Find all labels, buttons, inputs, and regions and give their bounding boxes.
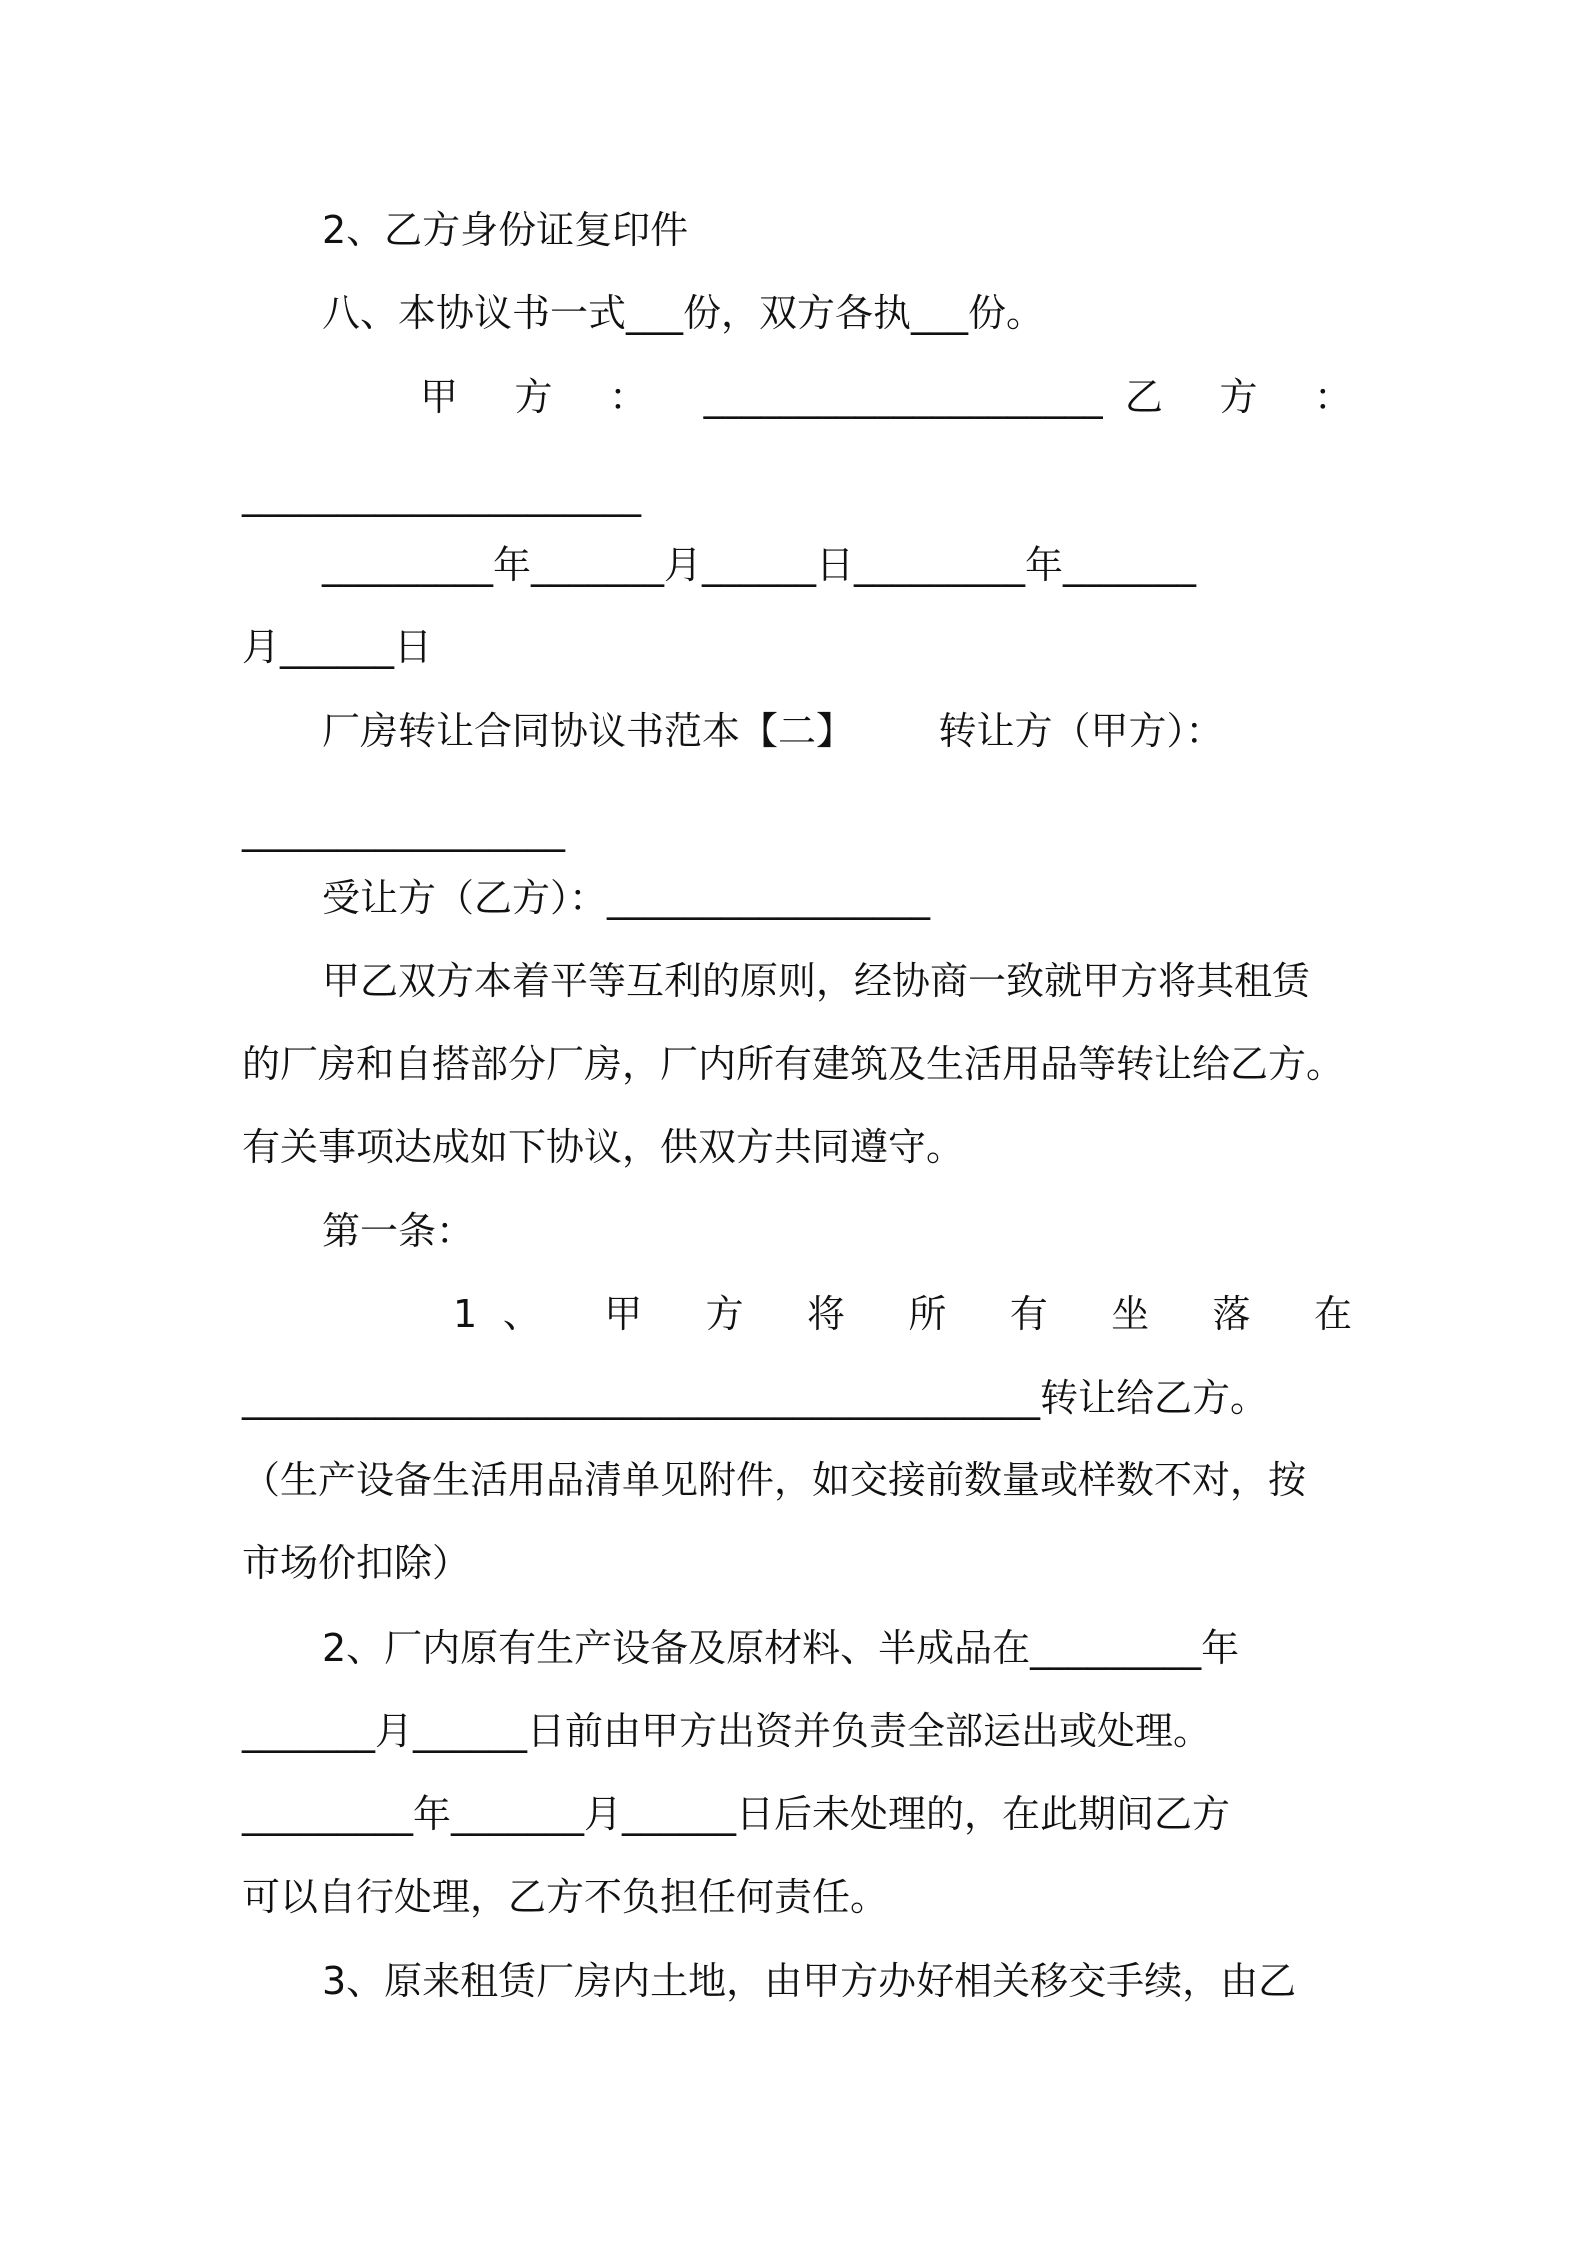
text-line-market-price: 市场价扣除） [242, 1541, 471, 1585]
text-line-item-2-date: _______月______日前由甲方出资并负责全部运出或处理。 [242, 1709, 1212, 1753]
text-line-transferee: 受让方（乙方）：_________________ [322, 876, 931, 920]
text-line-item-2-after: _________年_______月______日后未处理的，在此期间乙方 [242, 1792, 1231, 1836]
text-line-item-3: 3、原来租赁厂房内土地，由甲方办好相关移交手续，由乙 [322, 1959, 1297, 2003]
text-line-clause-8: 八、本协议书一式___份，双方各执___份。 [322, 291, 1045, 335]
text-line-preamble-1: 甲乙双方本着平等互利的原则，经协商一致就甲方将其租赁 [322, 959, 1311, 1003]
text-line-item-2-liability: 可以自行处理，乙方不负担任何责任。 [242, 1875, 889, 1919]
text-line-contract-title: 厂房转让合同协议书范本【二】 转让方（甲方）： [322, 709, 1224, 753]
text-line-attachment-2: 2、乙方身份证复印件 [322, 208, 689, 252]
text-line-preamble-3: 有关事项达成如下协议，供双方共同遵守。 [242, 1125, 965, 1169]
text-line-article-1-item-1: 1、 甲 方 将 所 有 坐 落 在 [453, 1292, 1352, 1336]
text-line-article-1: 第一条： [322, 1209, 475, 1253]
text-line-transferor-blank: _________________ [242, 808, 565, 852]
text-line-item-2: 2、厂内原有生产设备及原材料、半成品在_________年 [322, 1626, 1240, 1670]
text-line-signature-parties: 甲 方 ： _____________________乙 方 ： [420, 375, 1352, 419]
text-line-signature-blank: _____________________ [242, 473, 641, 517]
text-line-preamble-2: 的厂房和自搭部分厂房，厂内所有建筑及生活用品等转让给乙方。 [242, 1042, 1345, 1086]
text-line-date-2: 月______日 [242, 625, 433, 669]
text-line-date-1: _________年_______月______日_________年_______ [322, 543, 1197, 587]
text-line-equipment-note: （生产设备生活用品清单见附件，如交接前数量或样数不对，按 [242, 1458, 1307, 1502]
text-line-location-blank: __________________________________________转让给乙方。 [242, 1376, 1269, 1420]
